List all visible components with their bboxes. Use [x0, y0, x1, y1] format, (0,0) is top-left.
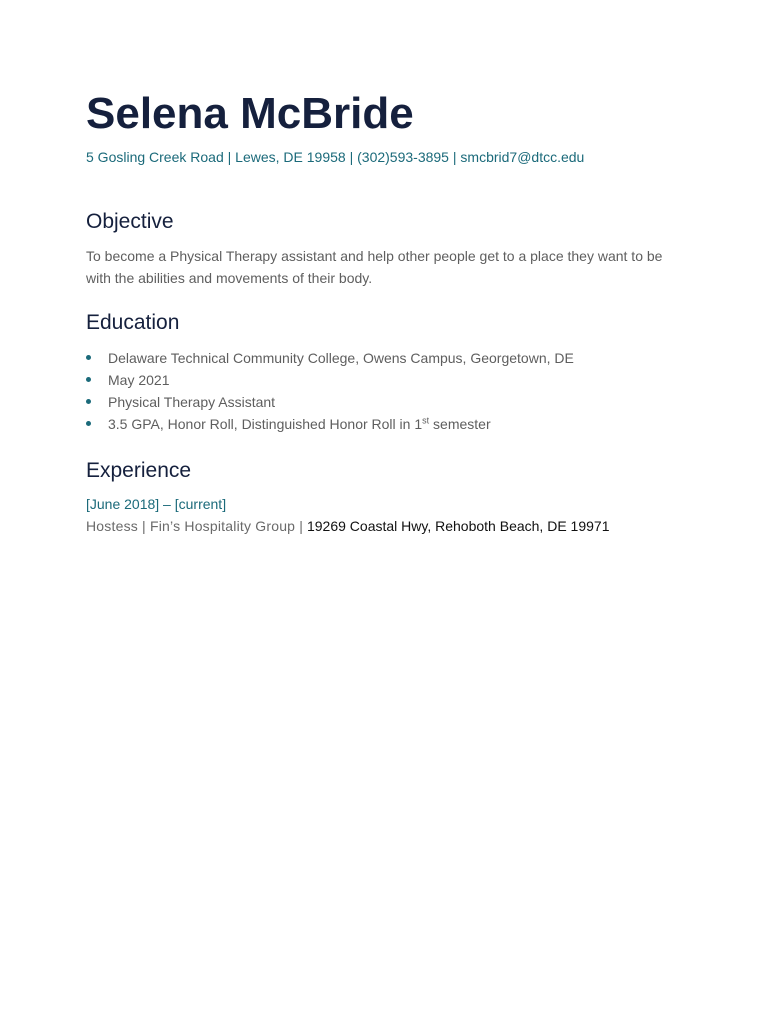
experience-job-line [86, 517, 609, 535]
resume-name: Selena McBride [86, 89, 414, 138]
experience-dates: [June 2018] – [current] [86, 496, 227, 512]
bullet-icon [86, 377, 91, 382]
education-item [86, 347, 574, 369]
education-item-text: Physical Therapy Assistant [108, 394, 276, 410]
job-title-employer: Hostess | Fin’s Hospitality Group | [86, 518, 304, 534]
education-item-text: May 2021 [108, 372, 170, 388]
bullet-icon [86, 355, 91, 360]
contact-email: smcbrid7@dtcc.edu [460, 149, 585, 165]
education-item-gpa [86, 413, 574, 435]
job-address: 19269 Coastal Hwy, Rehoboth Beach, DE 19971 [306, 518, 610, 534]
bullet-icon [86, 399, 91, 404]
education-item-text: Delaware Technical Community College, Owens Campus, Georgetown, DE [108, 350, 574, 366]
contact-separator: | [349, 149, 354, 165]
contact-separator: | [452, 149, 457, 165]
education-list [86, 347, 574, 435]
gpa-text-before: 3.5 GPA, Honor Roll, Distinguished Honor Roll in 1 [108, 416, 423, 432]
gpa-superscript: st [422, 415, 430, 426]
education-heading: Education [86, 311, 180, 334]
experience-heading: Experience [86, 459, 192, 482]
bullet-icon [86, 421, 91, 426]
education-item [86, 369, 574, 391]
objective-heading: Objective [86, 210, 174, 233]
education-item [86, 391, 574, 413]
objective-text: To become a Physical Therapy assistant and help other people get to a place they want to be with the abilities and movements of their body. [86, 248, 663, 286]
contact-address: 5 Gosling Creek Road [86, 149, 224, 165]
contact-city-state-zip: Lewes, DE 19958 [235, 149, 346, 165]
contact-line [86, 148, 584, 166]
contact-separator: | [227, 149, 232, 165]
gpa-text-after: semester [429, 416, 491, 432]
contact-phone: (302)593-3895 [357, 149, 449, 165]
